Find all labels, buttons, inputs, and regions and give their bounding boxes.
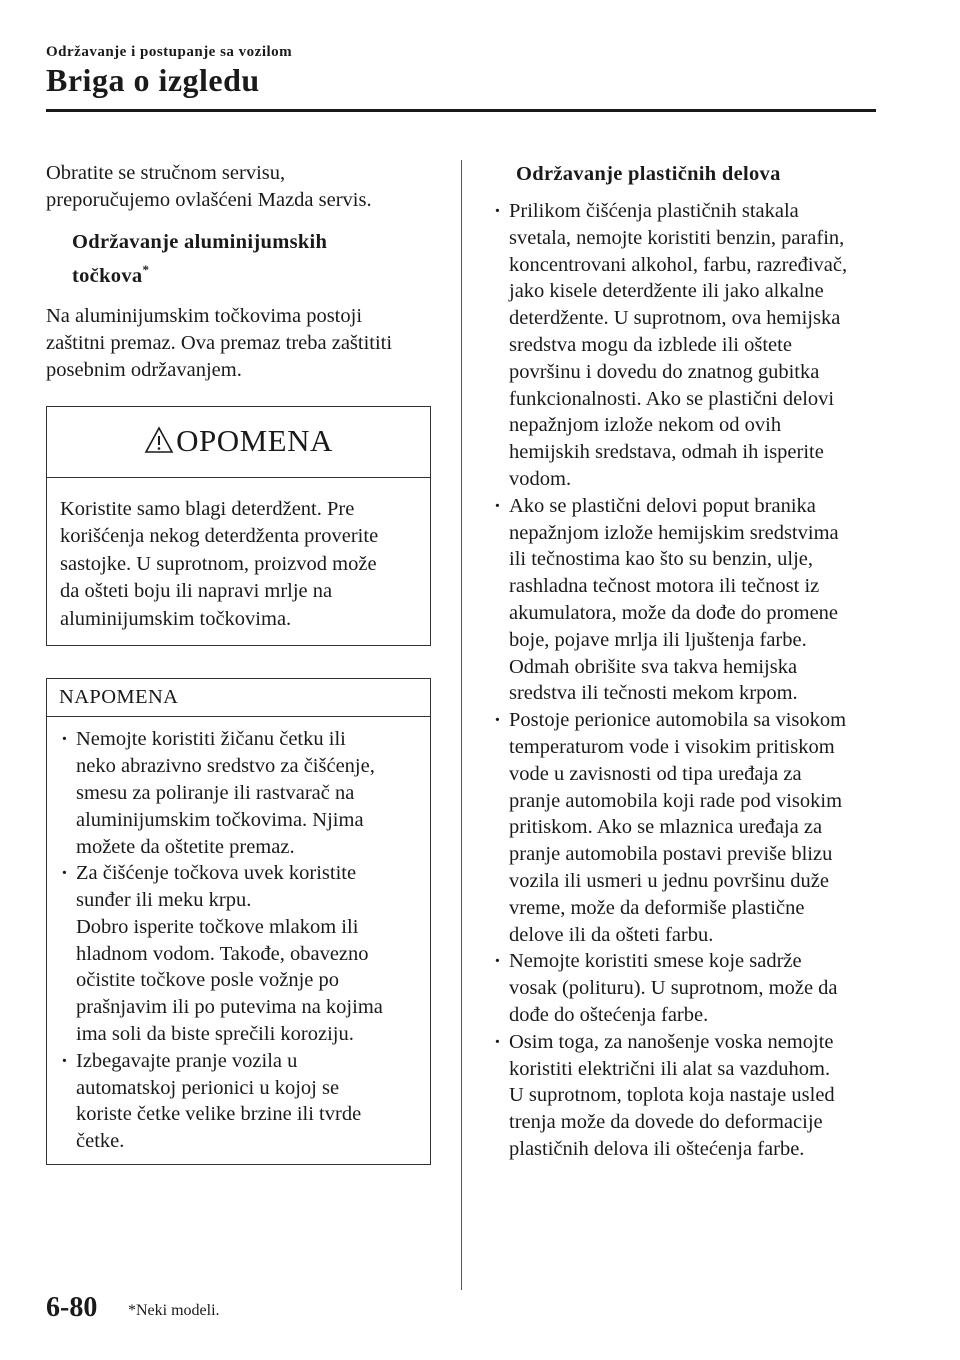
text-line: četke. xyxy=(76,1130,125,1153)
warning-body xyxy=(47,478,430,646)
text-line: · Prilikom čišćenja plastičnih stakala xyxy=(509,200,799,222)
heading-line: Održavanje aluminijumskih xyxy=(72,230,328,253)
text-line: automatskoj perionici u kojoj se xyxy=(76,1076,340,1099)
text-line: · Postoje perionice automobila sa visokom xyxy=(509,709,847,732)
text-line: površinu i dovedu do znatnog gubitka xyxy=(509,360,820,383)
text-line: pranje automobila koji rade pod visokim xyxy=(509,789,843,812)
text-line: plastičnih delova ili oštećenja farbe. xyxy=(509,1137,805,1160)
text-line: zaštitni premaz. Ova premaz treba zaštititi xyxy=(46,332,393,355)
list-item xyxy=(59,860,418,1048)
text-line: · Za čišćenje točkova uvek koristite xyxy=(76,862,357,885)
text-line: svetala, nemojte koristiti benzin, parafin, xyxy=(509,226,845,249)
note-body xyxy=(47,717,430,1164)
text-line: neko abrazivno sredstvo za čišćenje, xyxy=(76,755,375,778)
text-line: možete da oštetite premaz. xyxy=(76,835,295,858)
warning-header xyxy=(47,407,430,478)
text-line: Na aluminijumskim točkovima postoji xyxy=(46,305,363,328)
plastic-bullet-list xyxy=(492,198,882,1163)
footnote-mark: * xyxy=(142,261,150,277)
text-line: sunđer ili meku krpu. xyxy=(76,889,252,912)
text-line: prašnjavim ili po putevima na kojima xyxy=(76,996,383,1019)
text-line: koncentrovani alkohol, farbu, razređivač, xyxy=(509,253,848,276)
list-item xyxy=(492,198,882,493)
text-line: Koristite samo blagi deterdžent. Pre xyxy=(60,497,355,520)
text-line: ili tečnostima kao što su benzin, ulje, xyxy=(509,548,814,571)
text-line: očistite točkove posle vožnje po xyxy=(76,969,340,992)
footnote: *Neki modeli. xyxy=(128,1302,220,1319)
text-line: deterdžente. U suprotnom, ova hemijska xyxy=(509,307,841,330)
warning-title: OPOMENA xyxy=(176,423,333,459)
text-line: vodom. xyxy=(509,467,572,490)
list-item xyxy=(492,707,882,948)
plastic-parts-heading: Održavanje plastičnih delova xyxy=(516,163,781,185)
note-box xyxy=(46,678,431,1165)
text-line: hemijskih sredstava, odmah ih isperite xyxy=(509,441,824,464)
text-line: smesu za poliranje ili rastvarač na xyxy=(76,781,355,804)
text-line: vode u zavisnosti od tipa uređaja za xyxy=(509,762,802,785)
warning-box xyxy=(46,406,431,647)
text-line: hladnom vodom. Takođe, obavezno xyxy=(76,942,369,965)
text-line: boje, pojave mrlja ili ljuštenja farbe. xyxy=(509,628,807,651)
text-line: posebnim održavanjem. xyxy=(46,359,242,382)
text-line: aluminijumskim točkovima. Njima xyxy=(76,808,364,831)
text-line: sredstva mogu da izblede ili oštete xyxy=(509,333,792,356)
text-line: · Osim toga, za nanošenje voska nemojte xyxy=(509,1030,834,1053)
text-line: vozila ili usmeri u jednu površinu duže xyxy=(509,869,829,892)
note-bullet-list xyxy=(59,726,418,1155)
text-line: jako kisele deterdžente ili jako alkalne xyxy=(509,280,824,303)
text-line: Obratite se stručnom servisu, xyxy=(46,162,286,184)
section-header: Održavanje i postupanje sa vozilom xyxy=(46,44,293,60)
right-column xyxy=(492,160,882,1163)
text-line: sredstva ili tečnosti mekom krpom. xyxy=(509,682,798,705)
text-line: Dobro isperite točkove mlakom ili xyxy=(76,915,359,938)
text-line: vosak (polituru). U suprotnom, može da xyxy=(509,977,838,1000)
left-column xyxy=(46,160,431,1165)
alu-wheels-paragraph xyxy=(46,303,431,383)
text-line: da ošteti boju ili napravi mrlje na xyxy=(60,580,333,603)
warning-triangle-icon xyxy=(144,426,174,454)
text-line: dođe do oštećenja farbe. xyxy=(509,1003,709,1026)
text-line: preporučujemo ovlašćeni Mazda servis. xyxy=(46,188,372,211)
title-rule xyxy=(46,109,876,112)
note-title: NAPOMENA xyxy=(47,679,430,717)
text-line: temperaturom vode i visokim pritiskom xyxy=(509,735,835,758)
list-item xyxy=(59,726,418,860)
list-item xyxy=(59,1048,418,1155)
list-item xyxy=(492,1029,882,1163)
text-line: · Nemojte koristiti smese koje sadrže xyxy=(509,950,802,973)
alu-wheels-heading xyxy=(46,228,431,290)
text-line: koristiti električni ili alat sa vazduhom. xyxy=(509,1057,831,1080)
text-line: · Ako se plastični delovi poput branika xyxy=(509,494,816,517)
text-line: ima soli da biste sprečili koroziju. xyxy=(76,1023,354,1046)
text-line: rashladna tečnost motora ili tečnost iz xyxy=(509,575,820,598)
text-line: funkcionalnosti. Ako se plastični delovi xyxy=(509,387,835,410)
text-line: trenja može da dovede do deformacije xyxy=(509,1111,823,1134)
text-line: nepažnjom izlože nekom od ovih xyxy=(509,414,782,437)
text-line: aluminijumskim točkovima. xyxy=(60,607,292,630)
text-line: · Izbegavajte pranje vozila u xyxy=(76,1049,298,1072)
text-line: · Nemojte koristiti žičanu četku ili xyxy=(76,728,346,751)
text-line: korišćenja nekog deterdženta proverite xyxy=(60,525,379,548)
text-line: vreme, može da deformiše plastične xyxy=(509,896,805,919)
list-item xyxy=(492,493,882,707)
text-line: koriste četke velike brzine ili tvrde xyxy=(76,1103,362,1126)
text-line: pritiskom. Ako se mlaznica uređaja za xyxy=(509,816,823,839)
text-line: sastojke. U suprotnom, proizvod može xyxy=(60,552,377,575)
page-number: 6-80 xyxy=(46,1292,98,1323)
text-line: nepažnjom izlože hemijskim sredstvima xyxy=(509,521,839,544)
text-line: pranje automobila postavi previše blizu xyxy=(509,843,833,866)
text-line: U suprotnom, toplota koja nastaje usled xyxy=(509,1084,835,1107)
text-line: akumulatora, može da dođe do promene xyxy=(509,601,839,624)
column-divider xyxy=(461,160,462,1290)
intro-paragraph xyxy=(46,160,431,214)
text-line: delove ili da ošteti farbu. xyxy=(509,923,714,946)
text-line: Odmah obrišite sva takva hemijska xyxy=(509,655,798,678)
heading-line: točkova xyxy=(72,264,143,287)
page-title: Briga o izgledu xyxy=(46,62,260,98)
list-item xyxy=(492,948,882,1028)
